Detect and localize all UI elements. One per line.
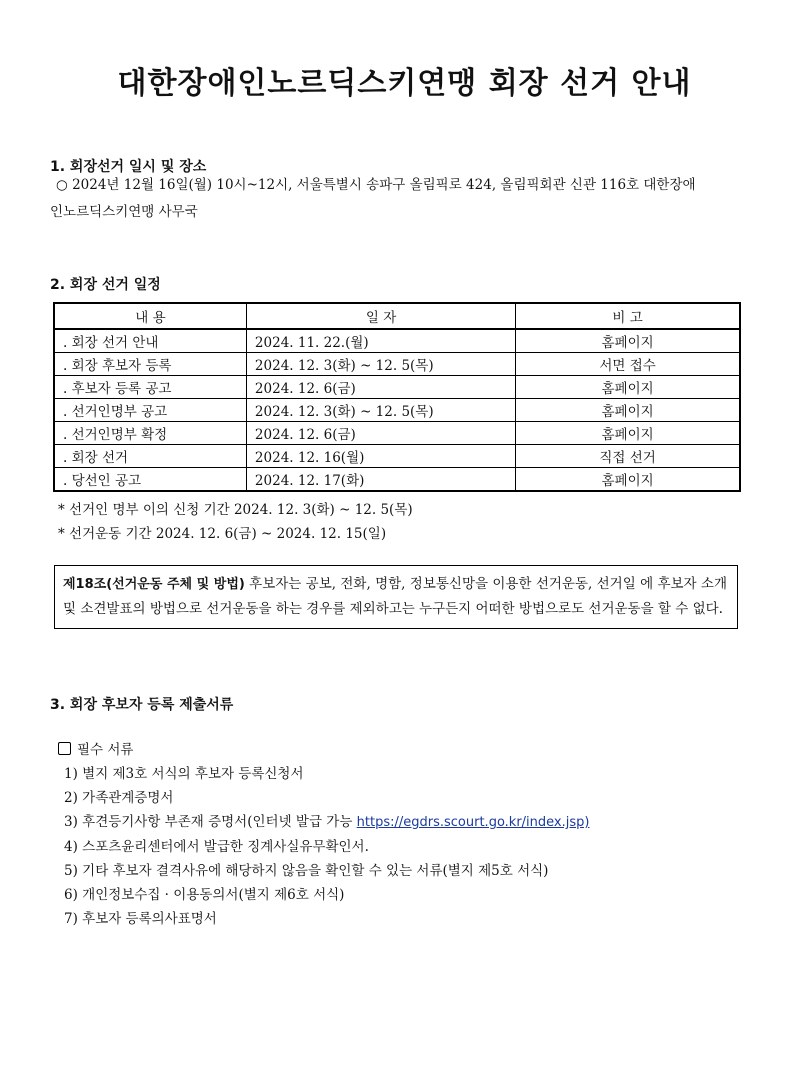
required-documents [58,738,589,931]
article-text: 후보자는 공보, 전화, 명함, 정보통신망을 이용한 선거운동, 선거일 에 후보자 소개 및 소견발표의 방법으로 선거운동을 하는 경우를 제외하고는 누구든지 어떠한 방법으로도 선거운동을 할 수 없다. [63,576,727,617]
list-item [58,810,589,835]
column-header-date: 일 자 [246,303,515,329]
list-item: 2) 가족관계증명서 [64,790,174,806]
section1-line1: ○ 2024년 12월 16일(월) 10시~12시, 서울특별시 송파구 올림픽로 424, 올림픽회관 신관 116호 대한장애 [56,177,696,193]
egdrs-link[interactable]: https://egdrs.scourt.go.kr/index.jsp) [356,815,590,830]
list-item-text: 3) 후견등기사항 부존재 증명서(인터넷 발급 가능 [64,814,357,830]
list-item: 4) 스포츠윤리센터에서 발급한 징계사실유무확인서. [64,839,369,855]
table-row [54,329,740,353]
table-row [54,399,740,422]
row-date: 2024. 12. 3(화) ~ 12. 5(목) [246,353,515,376]
row-content: . 후보자 등록 공고 [54,376,246,399]
checkbox-icon [58,742,71,755]
table-row [54,376,740,399]
section1-heading: 1. 회장선거 일시 및 장소 [50,159,207,175]
row-date: 2024. 12. 6(금) [246,422,515,445]
schedule-note-campaign: * 선거운동 기간 2024. 12. 6(금) ~ 2024. 12. 15(일) [58,526,387,542]
list-item: 5) 기타 후보자 결격사유에 해당하지 않음을 확인할 수 있는 서류(별지 제5호 서식) [64,863,549,879]
row-content: . 회장 선거 안내 [54,329,246,353]
table-header-row [54,303,740,329]
row-note: 홈페이지 [516,329,740,353]
table-row [54,468,740,492]
row-content: . 당선인 공고 [54,468,246,492]
section3-heading: 3. 회장 후보자 등록 제출서류 [50,697,234,713]
article-box [54,565,738,629]
required-label: 필수 서류 [77,742,134,758]
column-header-note: 비 고 [516,303,740,329]
list-item: 6) 개인정보수집 · 이용동의서(별지 제6호 서식) [64,887,345,903]
row-content: . 선거인명부 공고 [54,399,246,422]
table-row [54,445,740,468]
table-row [54,422,740,445]
page-title: 대한장애인노르딕스키연맹 회장 선거 안내 [117,66,692,101]
section1-line2: 인노르딕스키연맹 사무국 [50,204,198,220]
row-date: 2024. 11. 22.(월) [246,329,515,353]
required-label-row [58,738,589,762]
row-note: 홈페이지 [516,468,740,492]
row-note: 홈페이지 [516,376,740,399]
row-note: 홈페이지 [516,399,740,422]
column-header-content: 내 용 [54,303,246,329]
table-row [54,353,740,376]
row-content: . 회장 후보자 등록 [54,353,246,376]
row-note: 서면 접수 [516,353,740,376]
row-content: . 선거인명부 확정 [54,422,246,445]
row-date: 2024. 12. 16(월) [246,445,515,468]
schedule-note-objection: * 선거인 명부 이의 신청 기간 2024. 12. 3(화) ~ 12. 5(목) [58,502,413,518]
list-item: 7) 후보자 등록의사표명서 [64,911,217,927]
row-content: . 회장 선거 [54,445,246,468]
section2-heading: 2. 회장 선거 일정 [50,277,161,293]
row-date: 2024. 12. 6(금) [246,376,515,399]
schedule-table [53,302,741,492]
row-note: 홈페이지 [516,422,740,445]
row-note: 직접 선거 [516,445,740,468]
row-date: 2024. 12. 3(화) ~ 12. 5(목) [246,399,515,422]
list-item: 1) 별지 제3호 서식의 후보자 등록신청서 [64,766,304,782]
row-date: 2024. 12. 17(화) [246,468,515,492]
article-title: 제18조(선거운동 주체 및 방법) [63,577,245,592]
